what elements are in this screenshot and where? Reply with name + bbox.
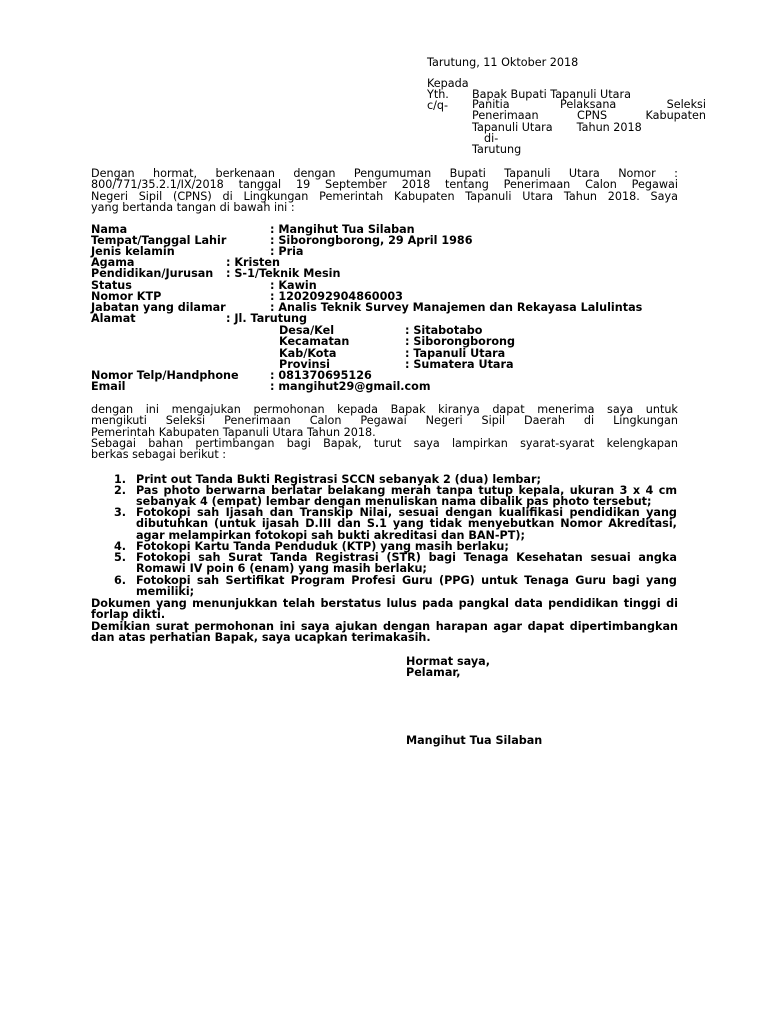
word: lampirkan: [451, 437, 508, 450]
kab-value: : Tapanuli Utara: [405, 347, 506, 360]
word: D.III: [305, 517, 332, 531]
alamat-label: Alamat: [91, 312, 136, 325]
word: Tapanuli: [465, 189, 512, 203]
word: Kabupaten: [394, 189, 455, 203]
agama-value: : Kristen: [226, 256, 280, 269]
word: dengan: [91, 403, 134, 416]
word: permohonan: [253, 403, 325, 416]
word: syarat-syarat: [520, 437, 595, 450]
body-line: [91, 415, 678, 426]
word: data: [514, 597, 543, 610]
word: dengan: [445, 506, 493, 519]
closing-paragraph: [91, 621, 678, 644]
yth-value: Bapak Bupati Tapanuli Utara: [472, 88, 631, 101]
telp-value: : 081370695126: [270, 369, 372, 382]
word: cm: [658, 484, 677, 497]
word: saya: [413, 437, 440, 450]
jabatan-value: : Analis Teknik Survey Manajemen dan Rekayasa Lalulintas: [270, 301, 643, 314]
word: Sebagai: [91, 437, 137, 450]
cq-word: Tahun 2018: [576, 120, 642, 134]
word: dengan: [293, 167, 336, 180]
word: sah: [196, 574, 220, 587]
cq-recipient: [472, 99, 706, 155]
word: angka: [638, 551, 677, 564]
list-item-line: Print out Tanda Bukti Registrasi SCCN sebanyak 2 (dua) lembar;: [136, 473, 541, 486]
word: 19: [295, 178, 311, 192]
pendidikan-label: Pendidikan/Jurusan: [91, 267, 214, 280]
word: dipertimbangkan: [569, 620, 678, 633]
word: Tenaga: [524, 574, 569, 587]
word: Bapak,: [323, 437, 362, 450]
word: kepala,: [518, 484, 565, 497]
word: Kesehatan: [516, 551, 583, 564]
word: 2018.: [607, 189, 640, 203]
kecamatan-value: : Siborongborong: [405, 335, 516, 348]
hormat-saya: Hormat saya,: [406, 655, 490, 668]
word: dan: [269, 506, 294, 519]
word: Program: [290, 574, 345, 587]
word: sah: [196, 506, 220, 519]
word: agar: [493, 620, 523, 633]
word: untuk: [645, 403, 678, 416]
word: dengan: [383, 620, 431, 633]
list-item: [136, 485, 677, 508]
word: dapat: [492, 403, 525, 416]
word: Penerimaan: [224, 414, 291, 428]
list-number: 2.: [113, 484, 126, 497]
city: Tarutung: [472, 143, 522, 157]
word: ukuran: [569, 484, 615, 497]
list-item-line: sebanyak 4 (empat) lembar dengan menuliskan nama dibalik pas photo tersebut;: [136, 495, 652, 509]
after-list-line: forlap dikti.: [91, 608, 166, 622]
list-number: 5.: [113, 551, 126, 564]
email-label: Email: [91, 380, 126, 393]
cq-word: Panitia: [472, 98, 510, 111]
word: Fotokopi: [136, 574, 191, 587]
word: Tenaga: [463, 551, 509, 564]
word: Guru: [401, 574, 433, 587]
word: berlatar: [271, 484, 323, 497]
ktp-label: Nomor KTP: [91, 290, 162, 303]
cq-word: Pelaksana: [559, 98, 617, 111]
word: belakang: [327, 484, 386, 497]
word: menerima: [537, 403, 595, 416]
word: pendidikan: [569, 506, 640, 519]
list-number: 1.: [113, 473, 126, 486]
word: saya: [300, 620, 330, 633]
ktp-value: : 1202092904860003: [270, 290, 403, 303]
word: mengajukan: [171, 403, 241, 416]
word: Calon: [585, 178, 617, 192]
email-value: : mangihut29@gmail.com: [270, 380, 431, 393]
yth-label: Yth.: [427, 88, 449, 101]
word: yang: [646, 574, 677, 587]
word: menunjukkan: [192, 597, 278, 610]
ttl-value: : Siborongborong, 29 April 1986: [270, 234, 473, 247]
word: Demikian: [91, 620, 151, 633]
word: Tapanuli: [504, 167, 551, 180]
list-item-line: Fotokopi Kartu Tanda Penduduk (KTP) yang masih berlaku;: [136, 540, 509, 553]
word: Guru: [575, 574, 606, 587]
word: Tahun: [563, 189, 597, 203]
word: Bupati: [449, 167, 486, 180]
word: dapat: [527, 620, 565, 633]
provinsi-label: Provinsi: [279, 358, 330, 371]
word: sesuai: [590, 551, 631, 564]
word: Lingkungan: [613, 414, 678, 428]
cq-line: [472, 122, 706, 133]
word: Lingkungan: [243, 189, 309, 203]
word: tentang: [445, 178, 489, 192]
word: Utara: [522, 189, 554, 203]
word: kelengkapan: [606, 437, 678, 450]
word: tinggi: [623, 597, 661, 610]
word: Profesi: [351, 574, 396, 587]
word: di: [222, 189, 233, 203]
ttl-label: Tempat/Tanggal Lahir: [91, 234, 227, 247]
jk-label: Jenis kelamin: [91, 245, 175, 258]
word: sah: [198, 551, 221, 564]
pendidikan-value: : S-1/Teknik Mesin: [226, 267, 341, 280]
word: dan: [337, 517, 361, 531]
jk-value: : Pria: [270, 245, 304, 258]
nama-value: : Mangihut Tua Silaban: [270, 223, 415, 236]
signer-name: Mangihut Tua Silaban: [406, 734, 543, 747]
word: telah: [282, 597, 316, 610]
status-value: : Kawin: [270, 279, 317, 292]
word: Pemerintah: [319, 189, 384, 203]
jabatan-label: Jabatan yang dilamar: [91, 301, 226, 314]
closing-line: dan atas perhatian Bapak, saya ucapkan terimakasih.: [91, 631, 431, 645]
list-item: [136, 507, 677, 541]
word: permohonan: [194, 620, 274, 633]
list-item-line: agar melampirkan fotokopi sah bukti akreditasi dan BAN-PT);: [136, 528, 525, 542]
desa-label: Desa/Kel: [279, 324, 335, 337]
word: Nilai,: [359, 506, 393, 519]
attach-line: berkas sebagai berikut :: [91, 448, 227, 462]
word: kualifikasi: [498, 506, 564, 519]
after-list-line: [91, 598, 678, 609]
word: hormat,: [153, 167, 198, 180]
body-line: Pemerintah Kabupaten Tapanuli Utara Tahun 2018.: [91, 425, 376, 439]
word: sesuai: [398, 506, 439, 519]
kepada-label: Kepada: [427, 77, 469, 90]
word: berkenaan: [215, 167, 275, 180]
pelamar-label: Pelamar,: [406, 666, 461, 679]
body-paragraph: [91, 404, 678, 438]
word: photo: [163, 484, 201, 497]
list-item-line: Romawi IV poin 6 (enam) yang masih berlaku;: [136, 562, 427, 576]
word: Calon: [309, 414, 342, 428]
cq-word: Penerimaan: [472, 109, 539, 123]
di-label: di-: [484, 131, 499, 145]
word: yang: [392, 517, 424, 531]
word: Ijasah: [225, 506, 264, 519]
status-label: Status: [91, 279, 132, 292]
word: Pegawai: [360, 414, 407, 428]
word: bagi: [428, 551, 456, 564]
list-item: [136, 552, 677, 575]
list-item-line: [136, 575, 677, 586]
word: di: [583, 414, 595, 428]
word: :: [674, 167, 678, 180]
word: 800/771/35.2.1/IX/2018: [91, 178, 224, 192]
word: kiranya: [438, 403, 480, 416]
word: surat: [155, 620, 189, 633]
word: Fotokopi: [136, 551, 191, 564]
intro-paragraph: [91, 168, 678, 213]
word: saya: [607, 403, 634, 416]
word: Tanda: [270, 551, 308, 564]
word: 3: [619, 484, 628, 497]
word: dibutuhkan: [136, 517, 209, 531]
nama-label: Nama: [91, 223, 128, 236]
word: ini: [279, 620, 296, 633]
word: Pegawai: [631, 178, 678, 192]
word: bagi: [612, 574, 640, 587]
word: berstatus: [320, 597, 382, 610]
word: (PPG): [438, 574, 475, 587]
word: x: [632, 484, 641, 497]
word: Dengan: [91, 167, 135, 180]
word: Pas: [136, 484, 159, 497]
word: menyebutkan: [467, 517, 555, 531]
list-item: [136, 575, 677, 598]
word: S.1: [366, 517, 387, 531]
word: pada: [422, 597, 454, 610]
word: 2018: [401, 178, 431, 192]
word: Nomor: [560, 517, 603, 531]
word: ijasah: [261, 517, 300, 531]
word: harapan: [435, 620, 488, 633]
word: (STR): [386, 551, 421, 564]
cq-word: Seleksi: [666, 98, 706, 111]
word: Registrasi: [315, 551, 379, 564]
word: Negeri: [91, 189, 128, 203]
word: Seleksi: [165, 414, 206, 428]
list-number: 6.: [113, 574, 126, 587]
word: yang: [155, 597, 187, 610]
word: pendidikan: [548, 597, 619, 610]
word: yang: [646, 506, 677, 519]
word: tidak: [429, 517, 462, 531]
word: Nomor: [618, 167, 656, 180]
kecamatan-label: Kecamatan: [279, 335, 350, 348]
word: (untuk: [214, 517, 256, 531]
word: pangkal: [458, 597, 509, 610]
word: tutup: [478, 484, 514, 497]
word: lulus: [386, 597, 417, 610]
word: (CPNS): [172, 189, 212, 203]
word: tanggal: [238, 178, 282, 192]
kab-label: Kab/Kota: [279, 347, 337, 360]
word: Penerimaan: [503, 178, 571, 192]
word: turut: [373, 437, 402, 450]
cq-label: c/q-: [427, 99, 449, 112]
cq-word: Kabupaten: [645, 109, 706, 123]
word: Dokumen: [91, 597, 151, 610]
word: Akreditasi,: [608, 517, 677, 531]
word: ajukan: [335, 620, 378, 633]
word: kepada: [337, 403, 379, 416]
word: Surat: [228, 551, 263, 564]
list-number: 4.: [113, 540, 126, 553]
intro-line: yang bertanda tangan di bawah ini :: [91, 200, 295, 214]
list-item-line: [136, 518, 677, 529]
word: mengikuti: [91, 414, 147, 428]
word: Saya: [650, 189, 678, 203]
intro-line: [91, 179, 678, 190]
word: Utara: [568, 167, 600, 180]
word: Fotokopi: [136, 506, 191, 519]
word: bagi: [286, 437, 311, 450]
word: Transkip: [299, 506, 354, 519]
list-number: 3.: [113, 506, 126, 519]
desa-value: : Sitabotabo: [405, 324, 483, 337]
word: merah: [390, 484, 432, 497]
attach-paragraph: [91, 438, 678, 461]
word: ini: [145, 403, 160, 416]
word: Pengumuman: [353, 167, 432, 180]
cq-word: Tapanuli Utara: [472, 120, 553, 134]
word: bahan: [148, 437, 184, 450]
cq-word: CPNS: [577, 109, 608, 123]
word: untuk: [481, 574, 518, 587]
word: September: [325, 178, 387, 192]
word: Sertifikat: [225, 574, 285, 587]
word: Sipil: [138, 189, 163, 203]
word: Daerah: [524, 414, 565, 428]
word: 4: [645, 484, 654, 497]
word: tanpa: [436, 484, 473, 497]
word: Sipil: [481, 414, 506, 428]
agama-label: Agama: [91, 256, 135, 269]
list-item-line: memiliki;: [136, 585, 195, 599]
word: Negeri: [425, 414, 463, 428]
telp-label: Nomor Telp/Handphone: [91, 369, 239, 382]
word: Bapak: [390, 403, 426, 416]
word: pertimbangan: [195, 437, 275, 450]
word: berwarna: [205, 484, 266, 497]
word: di: [666, 597, 678, 610]
place-date: Tarutung, 11 Oktober 2018: [427, 56, 579, 69]
after-list-paragraph: [91, 598, 678, 621]
alamat-value: : Jl. Tarutung: [226, 312, 308, 325]
provinsi-value: : Sumatera Utara: [405, 358, 514, 371]
